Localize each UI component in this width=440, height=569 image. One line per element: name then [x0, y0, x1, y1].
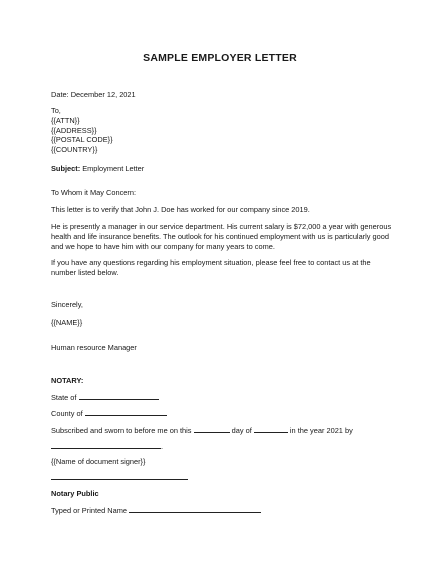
address-address: {{ADDRESS}} [51, 126, 97, 135]
sworn-line [51, 425, 353, 435]
state-of-line [51, 392, 159, 402]
county-of-line [51, 408, 167, 418]
sworn-text-c: in the year 2021 by [289, 426, 353, 435]
paragraph-2-line-1: He is presently a manager in our service department. His current salary is $72,000 a year with generous [51, 222, 392, 231]
closing-sincerely: Sincerely, [51, 300, 83, 309]
state-of-label: State of [51, 393, 77, 402]
sworn-month-blank[interactable] [254, 425, 288, 433]
sworn-name-line [51, 441, 163, 451]
address-postal: {{POSTAL CODE}} [51, 135, 113, 144]
closing-name: {{NAME}} [51, 318, 83, 327]
subject-value: Employment Letter [82, 164, 145, 173]
document-title: SAMPLE EMPLOYER LETTER [143, 52, 297, 64]
sworn-text-a: Subscribed and sworn to before me on this [51, 426, 192, 435]
sworn-name-blank[interactable] [51, 441, 164, 451]
typed-name-line [51, 505, 261, 515]
document-signer: {{Name of document signer}} [51, 457, 146, 466]
paragraph-2-line-2: health and life insurance benefits. The outlook for his continued employment with us is particularly good [51, 232, 389, 241]
greeting: To Whom it May Concern: [51, 188, 137, 197]
sworn-period: . [161, 442, 164, 451]
signature-line [51, 472, 188, 482]
address-country: {{COUNTRY}} [51, 145, 98, 154]
paragraph-2-line-3: and we hope to have him with our company for many years to come. [51, 242, 275, 251]
state-of-blank[interactable] [79, 392, 159, 400]
typed-name-label: Typed or Printed Name [51, 506, 127, 515]
date-line: Date: December 12, 2021 [51, 90, 136, 99]
typed-name-blank[interactable] [129, 505, 261, 513]
notary-public-label: Notary Public [51, 489, 99, 498]
subject-line [51, 164, 144, 173]
county-of-blank[interactable] [85, 408, 167, 416]
notary-signature-blank[interactable] [51, 472, 188, 480]
county-of-label: County of [51, 409, 83, 418]
paragraph-1: This letter is to verify that John J. Doe has worked for our company since 2019. [51, 205, 310, 214]
sworn-day-blank[interactable] [194, 425, 230, 433]
notary-heading: NOTARY: [51, 376, 84, 385]
sworn-text-b: day of [231, 426, 252, 435]
paragraph-3-line-1: If you have any questions regarding his employment situation, please feel free to contact us at the [51, 258, 371, 267]
address-to: To, [51, 106, 61, 115]
paragraph-3-line-2: number listed below. [51, 268, 119, 277]
closing-role: Human resource Manager [51, 343, 137, 352]
address-attn: {{ATTN}} [51, 116, 80, 125]
subject-label: Subject: [51, 164, 81, 173]
